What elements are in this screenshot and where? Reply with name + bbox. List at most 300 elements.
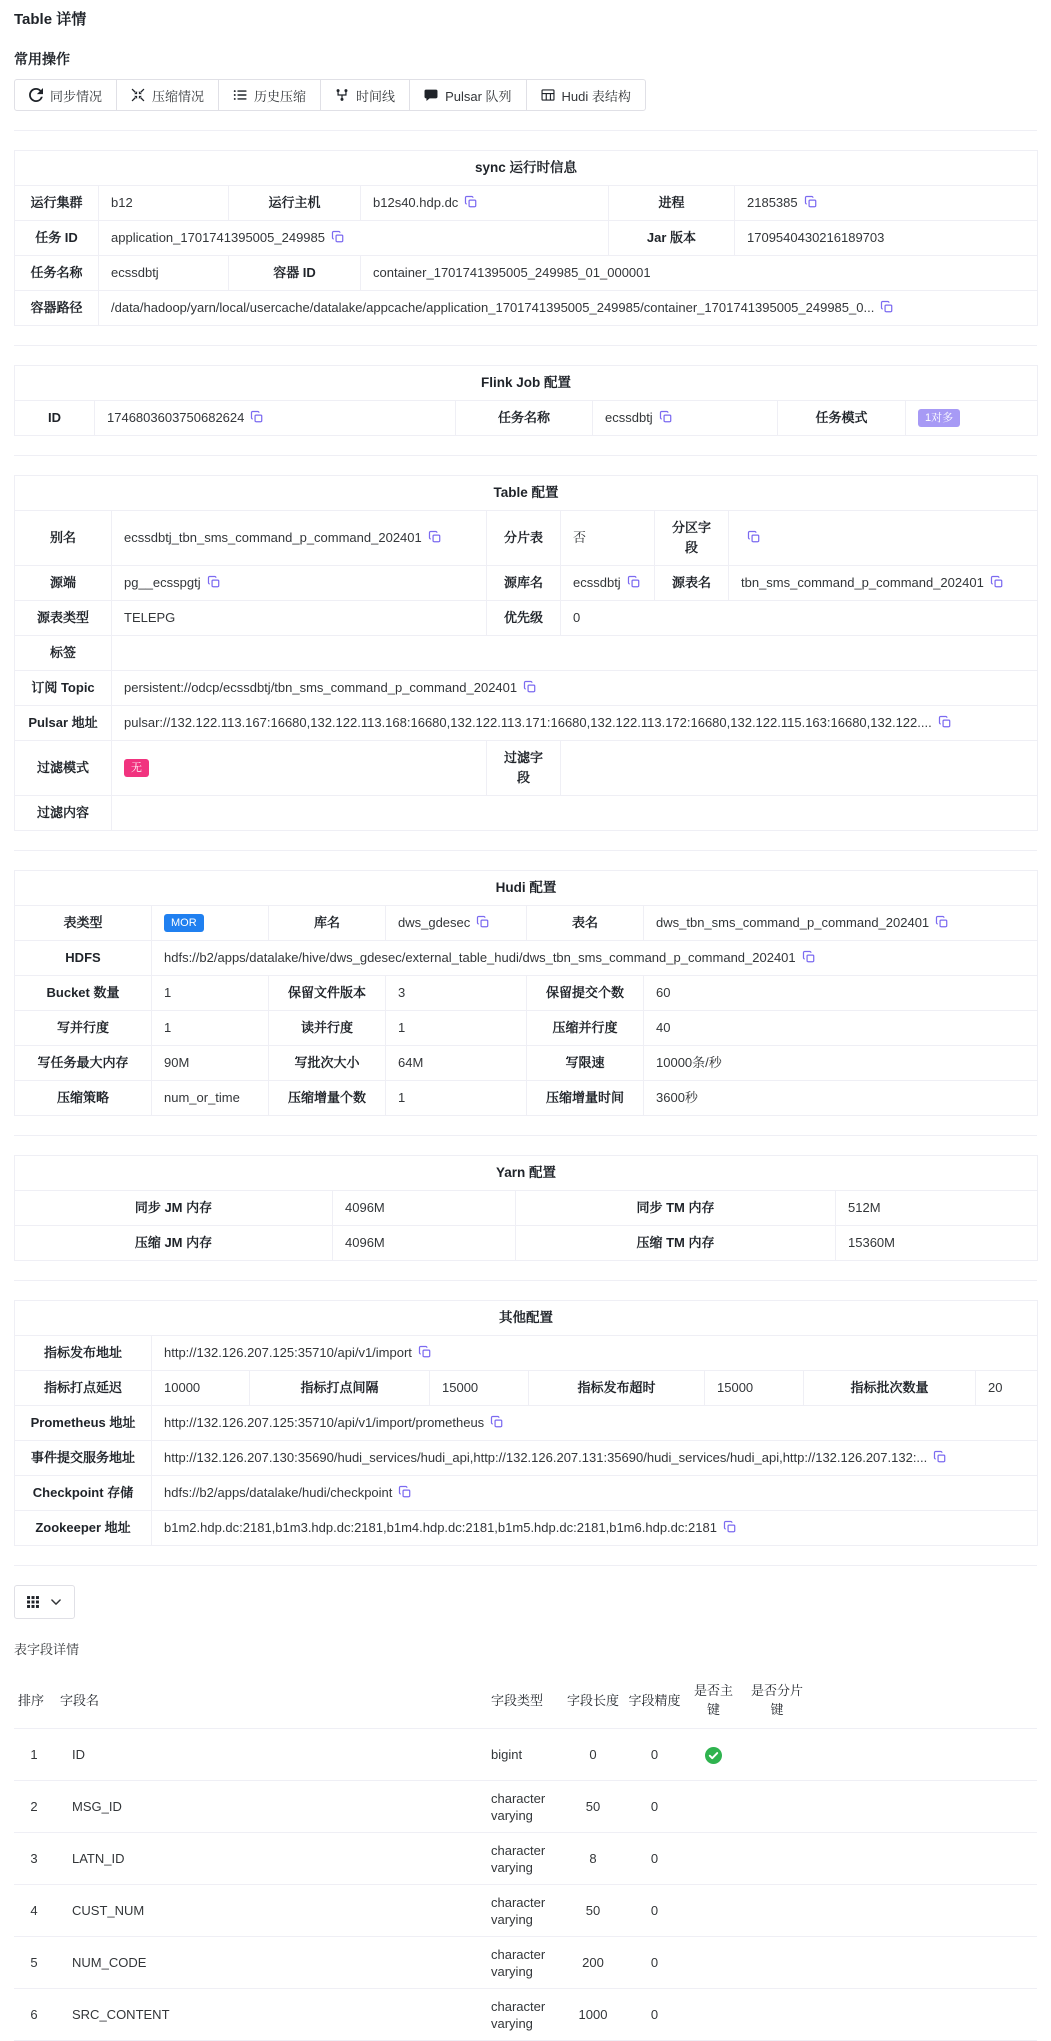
config-label-cell: Checkpoint 存储: [15, 1476, 152, 1511]
config-value-cell: [386, 1011, 527, 1046]
config-value-text: 否: [573, 530, 587, 545]
config-value-cell: [644, 1046, 1038, 1081]
fields-header-cell: 是否主键: [685, 1670, 742, 1729]
field-primary-key-cell: [685, 1937, 742, 1989]
config-label-cell: 任务 ID: [15, 221, 99, 256]
field-precision-cell: 0: [624, 1989, 685, 2041]
section-divider: [14, 1135, 1037, 1136]
field-order-cell: 3: [14, 1833, 54, 1885]
field-filler-cell: [812, 1781, 1037, 1833]
config-value-cell: [99, 256, 229, 291]
fields-header-cell: 是否分片键: [742, 1670, 812, 1729]
field-length-cell: 0: [562, 1729, 624, 1781]
field-row: [14, 1781, 1037, 1833]
config-value-cell: [729, 566, 1038, 601]
op-button-label: 时间线: [356, 88, 396, 104]
copy-icon[interactable]: [428, 530, 442, 544]
config-value-text: 0: [573, 610, 581, 625]
field-type-cell: character varying: [487, 1989, 562, 2041]
config-label-cell: 订阅 Topic: [15, 671, 112, 706]
config-label-cell: 写批次大小: [269, 1046, 386, 1081]
config-row: [15, 706, 1038, 741]
config-value-text: 2185385: [747, 195, 798, 210]
copy-icon[interactable]: [490, 1415, 504, 1429]
config-value-cell: [112, 636, 1038, 671]
config-value-text: 15000: [717, 1380, 754, 1395]
status-badge: 1对多: [918, 409, 960, 427]
config-row: [15, 566, 1038, 601]
config-label-cell: 压缩增量个数: [269, 1081, 386, 1116]
config-label-cell: 指标打点间隔: [250, 1371, 430, 1406]
config-value-cell: [735, 186, 1038, 221]
column-settings-dropdown-button[interactable]: [14, 1585, 75, 1619]
config-label-cell: 读并行度: [269, 1011, 386, 1046]
config-row: [15, 1476, 1038, 1511]
field-precision-cell: 0: [624, 1937, 685, 1989]
op-button-label: Pulsar 队列: [445, 88, 512, 104]
config-label-cell: 指标发布超时: [529, 1371, 705, 1406]
config-value-text: http://132.126.207.125:35710/api/v1/import: [164, 1345, 412, 1360]
config-table: [14, 1155, 1038, 1261]
field-length-cell: 8: [562, 1833, 624, 1885]
config-value-cell: [644, 976, 1038, 1011]
config-value-cell: [112, 741, 487, 796]
section-divider: [14, 345, 1037, 346]
copy-icon[interactable]: [250, 410, 264, 424]
config-value-cell: [152, 1046, 269, 1081]
op-button-sync[interactable]: [14, 79, 117, 111]
config-value-cell: [386, 1081, 527, 1116]
config-row: [15, 1011, 1038, 1046]
config-value-text: 1: [398, 1020, 406, 1035]
field-type-cell: character varying: [487, 1833, 562, 1885]
config-value-text: 15000: [442, 1380, 479, 1395]
config-value-text: persistent://odcp/ecssdbtj/tbn_sms_command_p_command_202401: [124, 680, 518, 695]
field-precision-cell: 0: [624, 1781, 685, 1833]
config-value-text: pg__ecsspgtj: [124, 575, 201, 590]
field-precision-cell: 0: [624, 1729, 685, 1781]
field-row: [14, 1729, 1037, 1781]
config-value-text: 1: [398, 1090, 406, 1105]
field-filler-cell: [812, 1729, 1037, 1781]
op-button-table[interactable]: [526, 79, 646, 111]
config-label-cell: 同步 JM 内存: [15, 1191, 333, 1226]
config-value-text: 40: [656, 1020, 671, 1035]
config-label-cell: HDFS: [15, 941, 152, 976]
config-value-cell: [333, 1191, 516, 1226]
field-length-cell: 200: [562, 1937, 624, 1989]
config-row: [15, 906, 1038, 941]
config-label-cell: 指标批次数量: [804, 1371, 976, 1406]
copy-icon[interactable]: [933, 1450, 947, 1464]
config-value-cell: [152, 1011, 269, 1046]
config-label-cell: 别名: [15, 511, 112, 566]
config-value-cell: [644, 1011, 1038, 1046]
config-value-cell: [361, 186, 609, 221]
chevron-down-icon: [49, 1595, 63, 1609]
config-label-cell: 源表类型: [15, 601, 112, 636]
config-value-cell: [112, 671, 1038, 706]
config-value-text: tbn_sms_command_p_command_202401: [741, 575, 984, 590]
field-row: [14, 1989, 1037, 2041]
field-order-cell: 4: [14, 1885, 54, 1937]
config-value-text: ecssdbtj: [605, 410, 653, 425]
config-row: [15, 291, 1038, 326]
config-value-text: 512M: [848, 1200, 881, 1215]
config-value-cell: [152, 1511, 1038, 1546]
config-row: [15, 511, 1038, 566]
config-sections: [14, 150, 1037, 1566]
config-label-cell: 优先级: [487, 601, 561, 636]
config-value-cell: [152, 941, 1038, 976]
config-row: [15, 1191, 1038, 1226]
config-label-cell: 指标发布地址: [15, 1336, 152, 1371]
copy-icon[interactable]: [331, 230, 345, 244]
config-value-text: 3: [398, 985, 406, 1000]
config-label-cell: 任务模式: [778, 401, 906, 436]
config-table: [14, 870, 1038, 1116]
config-value-text: TELEPG: [124, 610, 176, 625]
table-fields-table: [14, 1670, 1037, 2041]
config-label-cell: 写限速: [527, 1046, 644, 1081]
field-primary-key-cell: [685, 1729, 742, 1781]
field-row: [14, 1937, 1037, 1989]
copy-icon[interactable]: [476, 915, 490, 929]
config-label-cell: 过滤字段: [487, 741, 561, 796]
copy-icon[interactable]: [418, 1345, 432, 1359]
config-value-cell: [386, 976, 527, 1011]
table-icon: [541, 88, 555, 102]
config-label-cell: 源端: [15, 566, 112, 601]
op-button-label: 同步情况: [50, 88, 103, 104]
config-value-cell: [152, 1406, 1038, 1441]
config-value-cell: [561, 741, 1038, 796]
config-row: [15, 256, 1038, 291]
config-value-cell: [99, 186, 229, 221]
sync-icon: [29, 88, 43, 102]
config-label-cell: 源表名: [655, 566, 729, 601]
config-value-cell: [152, 1081, 269, 1116]
copy-icon[interactable]: [938, 715, 952, 729]
config-value-cell: [729, 511, 1038, 566]
fields-header-cell: 字段长度: [562, 1670, 624, 1729]
config-value-cell: [333, 1226, 516, 1261]
config-label-cell: Pulsar 地址: [15, 706, 112, 741]
fields-header-filler: [812, 1670, 1037, 1729]
fields-header-cell: 字段精度: [624, 1670, 685, 1729]
field-order-cell: 1: [14, 1729, 54, 1781]
field-name-cell: LATN_ID: [54, 1833, 487, 1885]
config-value-cell: [561, 511, 655, 566]
config-label-cell: 运行集群: [15, 186, 99, 221]
config-label-cell: 事件提交服务地址: [15, 1441, 152, 1476]
config-row: [15, 796, 1038, 831]
field-filler-cell: [812, 1989, 1037, 2041]
op-button-timeline[interactable]: [320, 79, 410, 111]
config-value-text: b12s40.hdp.dc: [373, 195, 459, 210]
config-value-text: 15360M: [848, 1235, 895, 1250]
field-shard-key-cell: [742, 1885, 812, 1937]
config-table: [14, 365, 1038, 436]
config-row: [15, 671, 1038, 706]
config-label-cell: 保留提交个数: [527, 976, 644, 1011]
config-value-cell: [152, 1441, 1038, 1476]
config-label-cell: 压缩 TM 内存: [516, 1226, 836, 1261]
fields-header-row: [14, 1670, 1037, 1729]
config-row: [15, 601, 1038, 636]
config-label-cell: 压缩策略: [15, 1081, 152, 1116]
field-precision-cell: 0: [624, 1833, 685, 1885]
config-label-cell: 表类型: [15, 906, 152, 941]
copy-icon[interactable]: [627, 575, 641, 589]
op-button-chat[interactable]: [409, 79, 526, 111]
config-value-cell: [112, 796, 1038, 831]
field-primary-key-cell: [685, 1833, 742, 1885]
field-name-cell: SRC_CONTENT: [54, 1989, 487, 2041]
op-button-label: 历史压缩: [254, 88, 307, 104]
config-value-text: 1709540430216189703: [747, 230, 885, 245]
config-label-cell: 任务名称: [456, 401, 593, 436]
config-row: [15, 401, 1038, 436]
config-value-cell: [430, 1371, 529, 1406]
config-value-cell: [112, 511, 487, 566]
config-value-text: ecssdbtj: [573, 575, 621, 590]
copy-icon[interactable]: [880, 300, 894, 314]
config-value-text: pulsar://132.122.113.167:16680,132.122.113.168:16680,132.122.113.171:16680,132.122.113.172:16680,132.122.115.163:16680,132.122....: [124, 715, 932, 730]
config-value-text: 10000条/秒: [656, 1055, 722, 1070]
config-row: [15, 1406, 1038, 1441]
section-title: Table 配置: [15, 476, 1038, 511]
config-label-cell: 源库名: [487, 566, 561, 601]
compress-icon: [131, 88, 145, 102]
config-value-cell: [735, 221, 1038, 256]
field-name-cell: NUM_CODE: [54, 1937, 487, 1989]
field-primary-key-cell: [685, 1989, 742, 2041]
config-value-text: 64M: [398, 1055, 424, 1070]
field-name-cell: CUST_NUM: [54, 1885, 487, 1937]
config-label-cell: 运行主机: [229, 186, 361, 221]
common-ops-heading: 常用操作: [14, 51, 70, 67]
config-label-cell: 容器 ID: [229, 256, 361, 291]
config-label-cell: 指标打点延迟: [15, 1371, 152, 1406]
field-precision-cell: 0: [624, 1885, 685, 1937]
copy-icon[interactable]: [935, 915, 949, 929]
fields-header-cell: 排序: [14, 1670, 54, 1729]
config-value-cell: [836, 1226, 1038, 1261]
status-badge: 无: [124, 759, 149, 777]
config-label-cell: Prometheus 地址: [15, 1406, 152, 1441]
config-row: [15, 1371, 1038, 1406]
config-value-cell: [95, 401, 456, 436]
timeline-icon: [335, 88, 349, 102]
op-button-compress[interactable]: [116, 79, 219, 111]
config-label-cell: Zookeeper 地址: [15, 1511, 152, 1546]
config-row: [15, 976, 1038, 1011]
config-value-cell: [644, 1081, 1038, 1116]
config-label-cell: 过滤内容: [15, 796, 112, 831]
table-detail-page: [14, 8, 1037, 2041]
section-title: Hudi 配置: [15, 871, 1038, 906]
config-label-cell: Bucket 数量: [15, 976, 152, 1011]
field-length-cell: 50: [562, 1781, 624, 1833]
field-filler-cell: [812, 1885, 1037, 1937]
config-value-cell: [112, 566, 487, 601]
section-divider: [14, 1565, 1037, 1566]
config-label-cell: 压缩 JM 内存: [15, 1226, 333, 1261]
section-divider: [14, 455, 1037, 456]
config-value-text: dws_tbn_sms_command_p_command_202401: [656, 915, 930, 930]
config-row: [15, 1226, 1038, 1261]
config-value-text: 60: [656, 985, 671, 1000]
config-label-cell: 过滤模式: [15, 741, 112, 796]
config-value-text: /data/hadoop/yarn/local/usercache/datalake/appcache/application_1701741395005_249985/container_1701741395005_249985_0...: [111, 300, 875, 315]
config-label-cell: 写任务最大内存: [15, 1046, 152, 1081]
field-primary-key-cell: [685, 1885, 742, 1937]
field-type-cell: character varying: [487, 1885, 562, 1937]
field-order-cell: 2: [14, 1781, 54, 1833]
primary-key-check-icon: [705, 1746, 722, 1761]
config-value-text: dws_gdesec: [398, 915, 471, 930]
config-value-cell: [906, 401, 1038, 436]
config-row: [15, 1511, 1038, 1546]
config-value-text: ecssdbtj_tbn_sms_command_p_command_202401: [124, 530, 422, 545]
copy-icon[interactable]: [398, 1485, 412, 1499]
field-order-cell: 5: [14, 1937, 54, 1989]
config-value-text: 1: [164, 985, 172, 1000]
config-row: [15, 186, 1038, 221]
section-divider: [14, 130, 1037, 131]
copy-icon[interactable]: [747, 530, 761, 544]
config-value-cell: [386, 1046, 527, 1081]
config-value-cell: [836, 1191, 1038, 1226]
common-ops-button-group: [14, 79, 646, 111]
config-label-cell: 表名: [527, 906, 644, 941]
config-label-cell: 任务名称: [15, 256, 99, 291]
field-type-cell: character varying: [487, 1781, 562, 1833]
field-row: [14, 1885, 1037, 1937]
config-value-cell: [112, 706, 1038, 741]
field-filler-cell: [812, 1833, 1037, 1885]
section-title: Yarn 配置: [15, 1156, 1038, 1191]
config-value-cell: [112, 601, 487, 636]
field-type-cell: bigint: [487, 1729, 562, 1781]
config-label-cell: 压缩增量时间: [527, 1081, 644, 1116]
field-shard-key-cell: [742, 1781, 812, 1833]
section-title: Flink Job 配置: [15, 366, 1038, 401]
config-label-cell: 分区字段: [655, 511, 729, 566]
field-name-cell: MSG_ID: [54, 1781, 487, 1833]
field-shard-key-cell: [742, 1989, 812, 2041]
config-value-text: 90M: [164, 1055, 190, 1070]
config-value-text: b12: [111, 195, 133, 210]
op-button-list[interactable]: [218, 79, 321, 111]
config-value-text: http://132.126.207.130:35690/hudi_services/hudi_api,http://132.126.207.131:35690/hudi_services/hudi_api,http://132.126.207.132:...: [164, 1450, 928, 1465]
section-divider: [14, 850, 1037, 851]
config-value-cell: [152, 1336, 1038, 1371]
config-value-text: 20: [988, 1380, 1003, 1395]
config-value-cell: [644, 906, 1038, 941]
config-value-text: 4096M: [345, 1200, 385, 1215]
copy-icon[interactable]: [804, 195, 818, 209]
config-label-cell: 压缩并行度: [527, 1011, 644, 1046]
field-type-cell: character varying: [487, 1937, 562, 1989]
config-label-cell: Jar 版本: [609, 221, 735, 256]
config-value-text: 4096M: [345, 1235, 385, 1250]
config-value-cell: [561, 601, 1038, 636]
config-label-cell: 进程: [609, 186, 735, 221]
config-label-cell: 库名: [269, 906, 386, 941]
config-table: [14, 475, 1038, 831]
config-label-cell: 保留文件版本: [269, 976, 386, 1011]
copy-icon[interactable]: [659, 410, 673, 424]
copy-icon[interactable]: [802, 950, 816, 964]
section-divider: [14, 1280, 1037, 1281]
config-label-cell: 容器路径: [15, 291, 99, 326]
fields-header-cell: 字段名: [54, 1670, 487, 1729]
copy-icon[interactable]: [464, 195, 478, 209]
config-value-cell: [99, 221, 609, 256]
config-row: [15, 741, 1038, 796]
config-table: [14, 150, 1038, 326]
config-row: [15, 1441, 1038, 1476]
config-value-text: 1: [164, 1020, 172, 1035]
copy-icon[interactable]: [207, 575, 221, 589]
config-table: [14, 1300, 1038, 1546]
config-row: [15, 636, 1038, 671]
section-title: sync 运行时信息: [15, 151, 1038, 186]
field-name-cell: ID: [54, 1729, 487, 1781]
config-value-text: num_or_time: [164, 1090, 240, 1105]
op-button-label: Hudi 表结构: [561, 88, 631, 104]
config-value-text: ecssdbtj: [111, 265, 159, 280]
fields-header-cell: 字段类型: [487, 1670, 562, 1729]
fields-heading: 表字段详情: [14, 1642, 80, 1657]
field-length-cell: 50: [562, 1885, 624, 1937]
config-value-text: b1m2.hdp.dc:2181,b1m3.hdp.dc:2181,b1m4.hdp.dc:2181,b1m5.hdp.dc:2181,b1m6.hdp.dc:2181: [164, 1520, 717, 1535]
field-shard-key-cell: [742, 1937, 812, 1989]
config-value-cell: [976, 1371, 1038, 1406]
config-value-cell: [386, 906, 527, 941]
config-row: [15, 1046, 1038, 1081]
config-label-cell: 标签: [15, 636, 112, 671]
config-row: [15, 1081, 1038, 1116]
config-value-cell: [152, 1476, 1038, 1511]
config-value-cell: [561, 566, 655, 601]
config-value-text: hdfs://b2/apps/datalake/hudi/checkpoint: [164, 1485, 393, 1500]
config-label-cell: 同步 TM 内存: [516, 1191, 836, 1226]
copy-icon[interactable]: [990, 575, 1004, 589]
copy-icon[interactable]: [723, 1520, 737, 1534]
config-label-cell: 写并行度: [15, 1011, 152, 1046]
chat-icon: [424, 88, 438, 102]
field-shard-key-cell: [742, 1833, 812, 1885]
config-value-cell: [152, 906, 269, 941]
copy-icon[interactable]: [523, 680, 537, 694]
field-length-cell: 1000: [562, 1989, 624, 2041]
config-row: [15, 941, 1038, 976]
config-value-cell: [705, 1371, 804, 1406]
field-row: [14, 1833, 1037, 1885]
config-value-cell: [99, 291, 1038, 326]
op-button-label: 压缩情况: [152, 88, 205, 104]
config-value-text: http://132.126.207.125:35710/api/v1/import/prometheus: [164, 1415, 485, 1430]
config-value-text: 3600秒: [656, 1090, 698, 1105]
config-value-text: container_1701741395005_249985_01_000001: [373, 265, 651, 280]
status-badge: MOR: [164, 914, 204, 932]
field-primary-key-cell: [685, 1781, 742, 1833]
config-value-cell: [593, 401, 778, 436]
config-value-text: 10000: [164, 1380, 201, 1395]
